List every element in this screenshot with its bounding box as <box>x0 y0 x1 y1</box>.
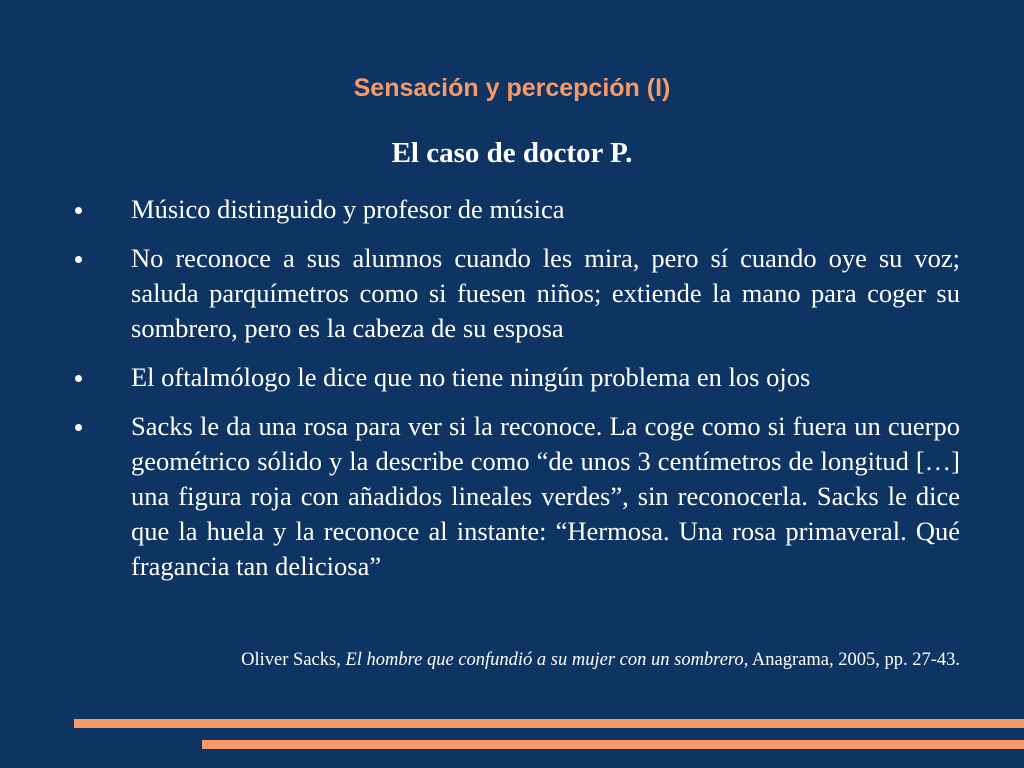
decorative-stripe-bottom <box>202 740 1024 749</box>
bullet-list <box>71 192 960 598</box>
bullet-text: El oftalmólogo le dice que no tiene ningún problema en los ojos <box>131 362 811 392</box>
bullet-dot-icon <box>75 207 82 214</box>
bullet-item <box>71 241 960 346</box>
decorative-stripe-top <box>74 719 1024 728</box>
bullet-item <box>71 192 960 227</box>
bullet-dot-icon <box>75 424 82 431</box>
citation-book-title: El hombre que confundió a su mujer con un sombrero <box>345 650 744 670</box>
slide-title: Sensación y percepción (I) <box>353 74 671 102</box>
bullet-text: Músico distinguido y profesor de música <box>131 194 565 224</box>
citation <box>241 650 960 671</box>
citation-publisher: , Anagrama, 2005, pp. 27-43. <box>743 650 960 670</box>
bullet-dot-icon <box>75 256 82 263</box>
bullet-text: Sacks le da una rosa para ver si la reconoce. La coge como si fuera un cuerpo geométrico sólido y la describe como “de unos 3 centímetros de longitud […] una figura roja con añadidos lineales verdes”, sin reconocerla. Sacks le dice que la huela y la reconoce al instante: “Hermosa. Una rosa primaveral. Qué fragancia tan deliciosa” <box>131 411 960 581</box>
bullet-text: No reconoce a sus alumnos cuando les mira, pero sí cuando oye su voz; saluda parquímetros como si fuesen niños; extiende la mano para coger su sombrero, pero es la cabeza de su esposa <box>131 243 960 343</box>
citation-author: Oliver Sacks, <box>241 650 346 670</box>
slide-subtitle: El caso de doctor P. <box>391 137 633 169</box>
bullet-item <box>71 360 960 395</box>
bullet-item <box>71 409 960 584</box>
bullet-dot-icon <box>75 375 82 382</box>
